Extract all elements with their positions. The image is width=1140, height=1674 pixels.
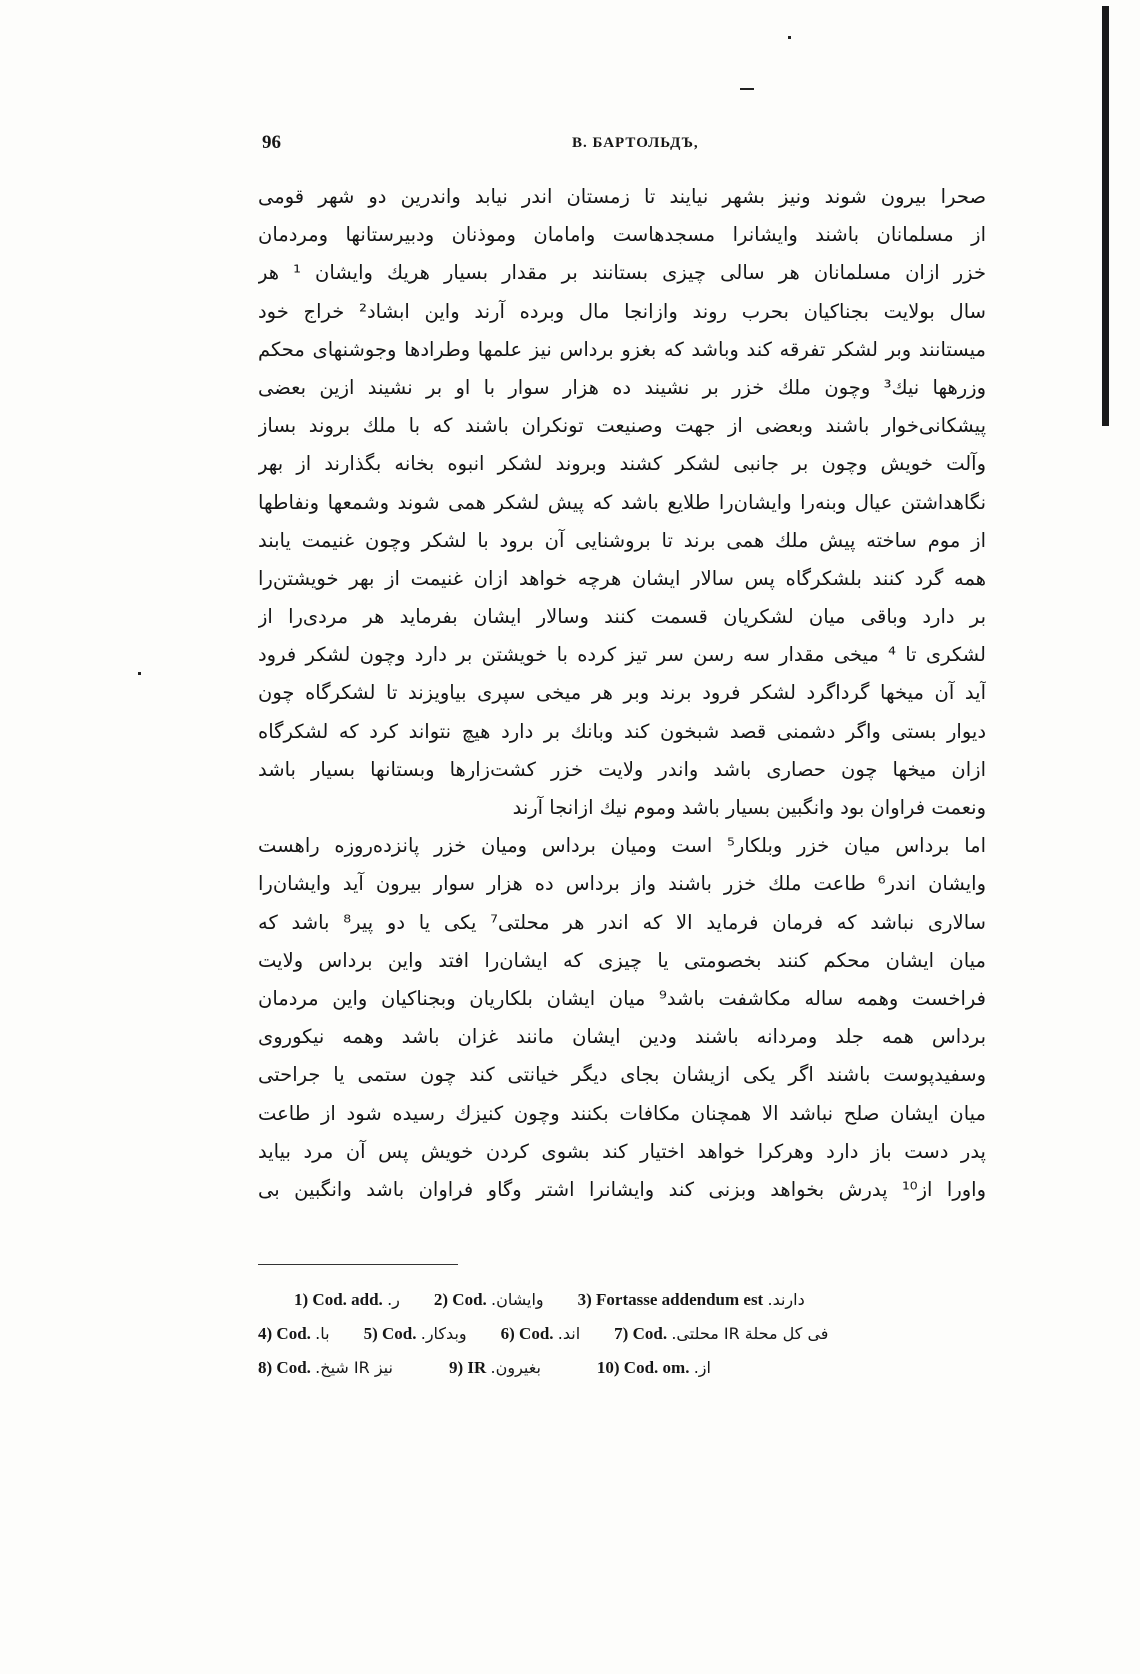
text-line: خزر ازان مسلمانان هر سالی چیزی بستانند بر مقدار بسیار هریك وایشان ¹ هر bbox=[258, 261, 986, 285]
text-line: برداس همه جلد ومردانه باشند ودین ایشان مانند غزان باشد وهمه نیکوروی bbox=[258, 1025, 986, 1049]
footnote-variant: وایشان. bbox=[491, 1290, 544, 1309]
footnote bbox=[597, 1351, 711, 1385]
footnote-ref: 6) Cod. bbox=[500, 1324, 554, 1343]
footnote bbox=[294, 1283, 400, 1317]
text-line: واورا از¹⁰ پدرش بخواهد وبزنی کند وایشانرا اشتر وگاو فراوان باشد وانگبین بی bbox=[258, 1177, 986, 1201]
scan-mark bbox=[788, 36, 791, 39]
footnote bbox=[434, 1283, 544, 1317]
footnote-variant: اند. bbox=[557, 1324, 581, 1343]
text-line: وسفیدپوست باشند اگر یکی ازیشان بجای دیگر خیانتی کند چون ستمی یا جراحتی bbox=[258, 1063, 986, 1087]
footnote-variant: وبدکار. bbox=[420, 1324, 467, 1343]
text-line: وزرهها نیك³ وچون ملك خزر بر نشیند ده هزار سوار با او بر نشیند ازین بعضی bbox=[258, 375, 986, 399]
footnote bbox=[501, 1317, 581, 1351]
footnote-ref: 5) Cod. bbox=[363, 1324, 417, 1343]
scan-mark bbox=[740, 88, 754, 90]
footnote bbox=[258, 1351, 393, 1385]
footnote-variant: فی کل محلة IR محلتی. bbox=[671, 1324, 829, 1343]
footnote-ref: 1) Cod. add. bbox=[294, 1290, 383, 1309]
footnote-ref: 4) Cod. bbox=[258, 1324, 311, 1343]
text-line: ونعمت فراوان بود وانگبین بسیار باشد وموم نیك ازانجا آرند bbox=[512, 796, 986, 819]
text-line: دیوار بستی واگر دشمنی قصد شبخون کند وبانك بر دارد هیچ نتواند کرد که لشکرگاه bbox=[258, 719, 986, 743]
footnote-variant: بغیرون. bbox=[490, 1358, 541, 1377]
footnote bbox=[364, 1317, 467, 1351]
footnote bbox=[449, 1351, 541, 1385]
footnote-variant: ر. bbox=[387, 1290, 400, 1309]
footnote bbox=[258, 1317, 330, 1351]
text-line: ازان میخها چون حصاری باشد واندر ولایت خزر کشت‌زارها وبستانها بسیار باشد bbox=[258, 757, 986, 781]
text-line: آید آن میخها گرداگرد لشکر فرود برند وبر هر میخی سپری بیاویزند تا لشکرگاه چون bbox=[258, 681, 986, 705]
footnote-variant: نیز IR شیخ. bbox=[315, 1358, 393, 1377]
text-line: میان ایشان محکم کنند بخصومتی یا چیزی که ایشان‌را افتد واین برداس ولایت bbox=[258, 948, 986, 972]
footnote-variant: از. bbox=[693, 1358, 711, 1377]
text-line: از مسلمانان باشند وایشانرا مسجدهاست وامامان وموذنان ودبیرستانها ومردمان bbox=[258, 223, 986, 247]
footnote-ref: 2) Cod. bbox=[433, 1290, 487, 1309]
text-line: سال بولایت بجناکیان بحرب روند وازانجا مال وبرده آرند واین ابشاد² خراج خود bbox=[258, 299, 986, 323]
footnote-variant: دارند. bbox=[767, 1290, 805, 1309]
running-head: В. БАРТОЛЬДЪ, bbox=[572, 135, 699, 151]
footnote bbox=[578, 1283, 805, 1317]
footnote-ref: 8) Cod. bbox=[258, 1358, 311, 1377]
text-line: اما برداس میان خزر وبلکار⁵ است ومیان برداس ومیان خزر پانزده‌روزه راهست bbox=[258, 834, 986, 858]
text-line: وایشان اندر⁶ طاعت ملك خزر باشند واز برداس ده هزار سوار بیرون آید وایشان‌را bbox=[258, 872, 986, 896]
text-line: همه گرد کنند بلشکرگاه پس سالار ایشان هرچه خواهد ازان غنیمت از بهر خویشتن‌را bbox=[258, 566, 986, 590]
text-line: از موم ساخته پیش ملك همی برند تا بروشنایی آن برود با لشکر وچون غنیمت یابند bbox=[258, 528, 986, 552]
text-line: فراخست وهمه ساله مکاشفت باشد⁹ میان ایشان بلکاریان وبجناکیان واین مردمان bbox=[258, 986, 986, 1010]
text-line: سالاری نباشد که فرمان فرماید الا که اندر هر محلتی⁷ یکی یا دو پیر⁸ باشد که bbox=[258, 910, 986, 934]
text-line: پدر دست باز دارد وهرکرا خواهد اختیار کند بشوی کردن خویش پس آن مرد بیاید bbox=[258, 1139, 986, 1163]
page-edge bbox=[1102, 6, 1109, 426]
footnote-rule bbox=[258, 1264, 458, 1265]
text-line: وآلت خویش وچون بر جانبی لشکر کشند وبروند لشکر انبوه بخانه بگذارند از بهر bbox=[258, 452, 986, 476]
text-line: میان ایشان صلح نباشد الا همچنان مکافات بکنند وچون کنیزك رسیده شود از طاعت bbox=[258, 1101, 986, 1125]
footnote-row bbox=[258, 1317, 988, 1351]
page-number: 96 bbox=[262, 132, 281, 153]
scan-mark bbox=[138, 672, 141, 675]
footnote-row bbox=[258, 1283, 988, 1317]
text-line: پیشکانی‌خوار باشند وبعضی از جهت وصنیعت تونکران باشند که با ملك بروند بساز bbox=[258, 414, 986, 438]
footnote-ref: 10) Cod. om. bbox=[596, 1358, 690, 1377]
text-line: لشکری تا ⁴ میخی مقدار سه رسن سر تیز کرده با خویشتن بر دارد وچون لشکر فرود bbox=[258, 643, 986, 667]
text-line: میستانند وبر لشکر تفرقه کند وباشد که بغزو برداس نیز علمها وطرادها وجوشنهای محکم bbox=[258, 337, 986, 361]
footnote-row bbox=[258, 1351, 988, 1385]
footnote-variant: با. bbox=[315, 1324, 330, 1343]
footnote-ref: 9) IR bbox=[448, 1358, 487, 1377]
footnote-ref: 3) Fortasse addendum est bbox=[577, 1290, 764, 1309]
persian-text-body bbox=[258, 178, 986, 1209]
footnote bbox=[614, 1317, 828, 1351]
footnote-ref: 7) Cod. bbox=[614, 1324, 668, 1343]
page-header bbox=[262, 132, 982, 166]
text-line: بر دارد وباقی میان لشکریان قسمت کنند وسالار ایشان بفرماید هر مردی‌را از bbox=[258, 605, 986, 629]
text-line: صحرا بیرون شوند ونیز بشهر نیایند تا زمستان اندر نیابد واندرین دو شهر قومی bbox=[258, 185, 986, 208]
footnotes bbox=[258, 1283, 988, 1385]
text-line: نگاهداشتن عیال وبنه‌را وایشان‌را طلایع باشد که پیش لشکر همی شوند وشمعها ونفاطها bbox=[258, 490, 986, 514]
